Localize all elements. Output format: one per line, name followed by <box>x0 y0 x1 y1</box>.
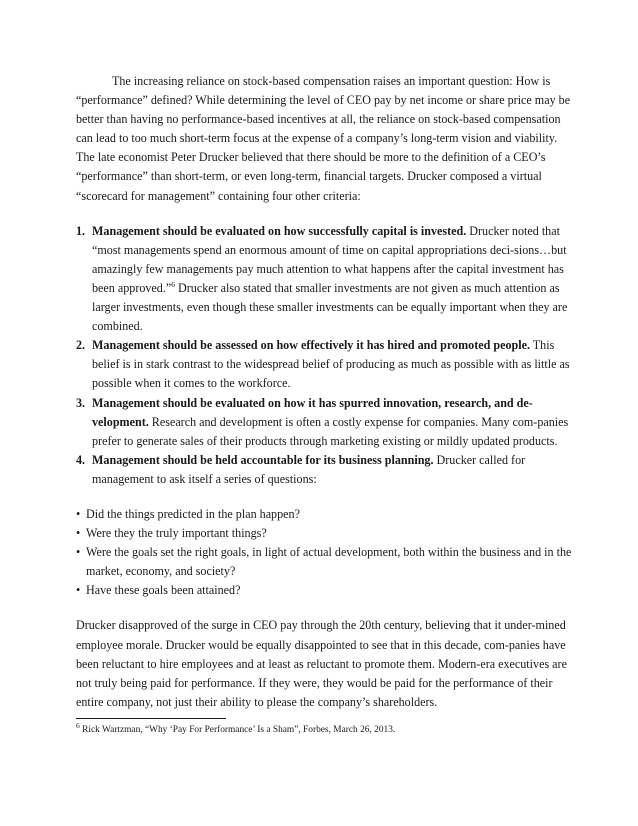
criterion-text: This belief is in stark contrast to the widespread belief of producing as much as possible with as little as possible when it comes to the workforce. <box>92 338 570 391</box>
question-item <box>76 543 578 581</box>
criterion-3 <box>76 394 578 451</box>
criterion-text: Research and development is often a costly expense for companies. Many com-panies prefer to generate sales of their products through marketing existing or mildly updated products. <box>92 414 569 448</box>
footnote-number: 6 <box>76 720 80 730</box>
questions-list <box>76 505 578 600</box>
question-item <box>76 581 578 600</box>
footnote <box>76 720 578 737</box>
criterion-2 <box>76 336 578 393</box>
criterion-text-continued: Drucker also stated that smaller investments are not given as much attention as larger investments, even though these smaller investments can be equally important when they are combined. <box>92 280 568 334</box>
question-text: Have these goals been attained? <box>86 583 241 598</box>
footnote-divider <box>76 718 226 719</box>
criterion-heading: Management should be assessed on how effectively it has hired and promoted people. <box>92 338 530 353</box>
footnote-text: Rick Wartzman, “Why ‘Pay For Performance’ Is a Sham”, Forbes, March 26, 2013. <box>79 725 396 735</box>
criterion-1 <box>76 222 578 337</box>
question-item <box>76 524 578 543</box>
bullet-icon: • <box>76 506 81 521</box>
criterion-number: 1. <box>76 223 86 238</box>
criteria-list <box>76 222 578 489</box>
criterion-text: Drucker called for management to ask itself a series of questions: <box>92 452 526 486</box>
question-item <box>76 505 578 524</box>
criterion-heading: Management should be evaluated on how successfully capital is invested. <box>92 223 467 238</box>
bullet-icon: • <box>76 583 81 598</box>
criterion-heading: Management should be held accountable for its business planning. <box>92 452 434 467</box>
bullet-icon: • <box>76 545 81 560</box>
bullet-icon: • <box>76 526 81 541</box>
criterion-number: 2. <box>76 338 86 353</box>
criterion-4 <box>76 451 578 489</box>
criterion-heading: Management should be evaluated on how it has spurred innovation, research, and de-velopment. <box>92 395 533 429</box>
criterion-text: Drucker noted that “most managements spend an enormous amount of time on capital appropriations deci-sions…but amazingly few managements pay much attention to what happens after the capital investment has been approved.” <box>92 223 567 295</box>
question-text: Were they the truly important things? <box>86 526 267 541</box>
question-text: Were the goals set the right goals, in light of actual development, both within the business and in the market, economy, and society? <box>86 545 572 579</box>
footnote-reference[interactable]: 6 <box>171 279 175 289</box>
intro-paragraph: The increasing reliance on stock-based compensation raises an important question: How is “performance” defined? While determining the level of CEO pay by net income or share price may be better than having no performance-based incentives at all, the reliance on stock-based compensation can lead to too much short-term focus at the expense of a company’s long-term vision and viability. The late economist Peter Drucker believed that there should be more to the definition of a CEO’s “performance” than short-term, or even long-term, financial targets. Drucker composed a virtual “scorecard for management” containing four other criteria: <box>76 74 571 203</box>
criterion-number: 3. <box>76 395 86 410</box>
question-text: Did the things predicted in the plan happen? <box>86 506 300 521</box>
criterion-number: 4. <box>76 452 86 467</box>
closing-paragraph: Drucker disapproved of the surge in CEO pay through the 20th century, believing that it under-mined employee morale. Drucker would be equally disappointed to see that in this decade, com-panies have been reluctant to hire employees and at least as reluctant to promote them. Modern-era executives are not truly being paid for performance. If they were, they would be paid for the performance of their entire company, not just their ability to please the company’s shareholders. <box>76 618 567 709</box>
